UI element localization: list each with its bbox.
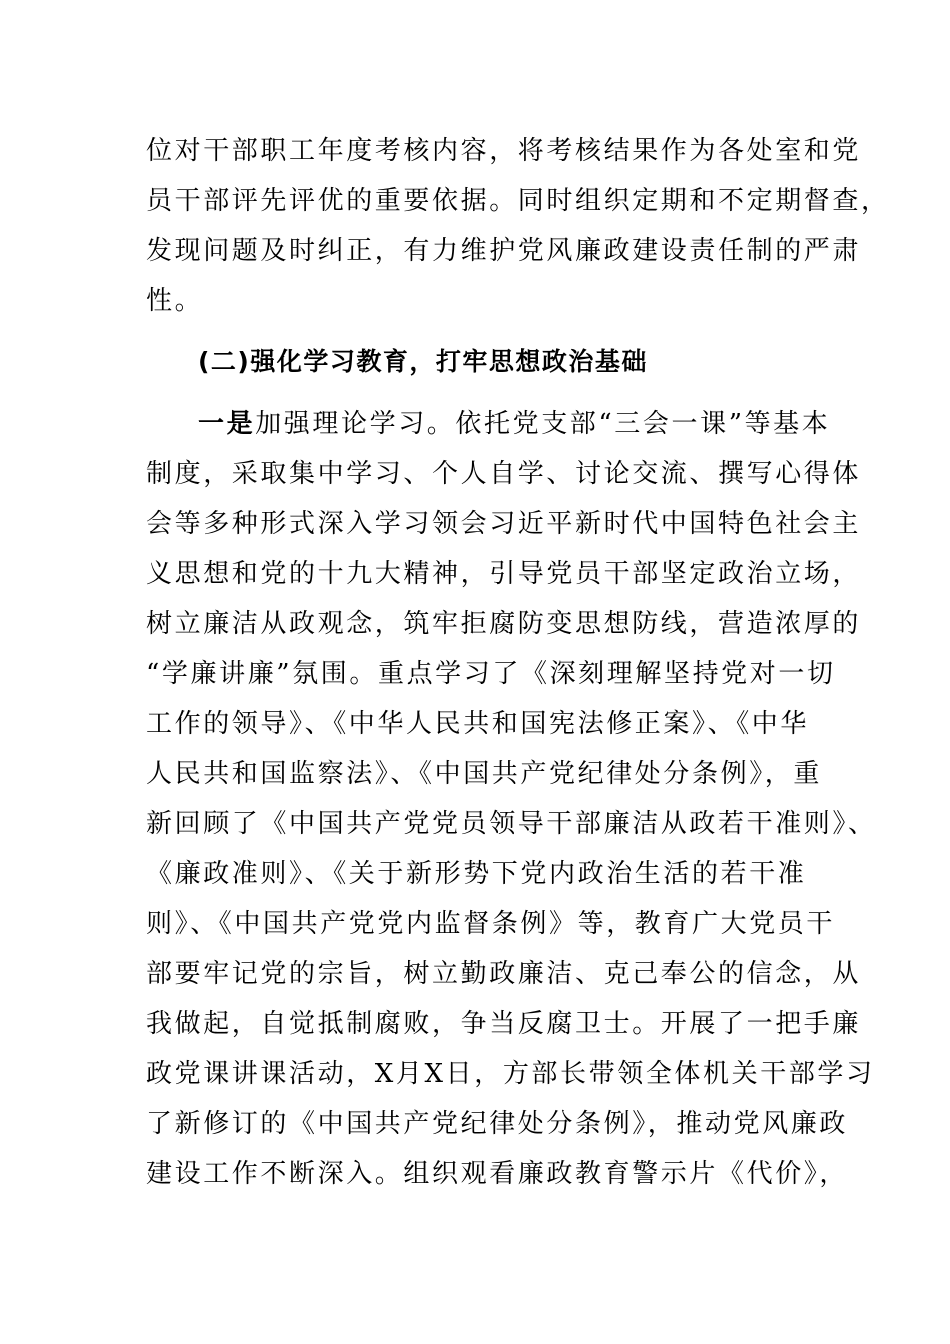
paragraph-line: “学廉讲廉”氛围。重点学习了《深刻理解坚持党对一切 xyxy=(146,659,836,689)
paragraph-line: 《廉政准则》、《关于新形势下党内政治生活的若干准 xyxy=(146,859,807,889)
section-heading: (二)强化学习教育，打牢思想政治基础 xyxy=(198,347,648,376)
lead-phrase: 一是 xyxy=(198,409,256,439)
paragraph-line: 部要牢记党的宗旨，树立勤政廉洁、克己奉公的信念，从 xyxy=(146,959,862,989)
paragraph-first-line xyxy=(198,406,831,442)
paragraph-line: 建设工作不断深入。组织观看廉政教育警示片《代价》， xyxy=(146,1159,849,1189)
paragraph-line: 工作的领导》、《中华人民共和国宪法修正案》、《中华 xyxy=(146,709,810,739)
first-line-text: 加强理论学习。依托党支部“三会一课”等基本 xyxy=(255,409,831,439)
paragraph-line: 新回顾了《中国共产党党员领导干部廉洁从政若干准则》、 xyxy=(146,809,877,839)
paragraph-line: 会等多种形式深入学习领会习近平新时代中国特色社会主 xyxy=(146,509,862,539)
paragraph-line: 义思想和党的十九大精神，引导党员干部坚定政治立场， xyxy=(146,559,862,589)
paragraph-line: 发现问题及时纠正，有力维护党风廉政建设责任制的严肃 xyxy=(146,236,862,266)
paragraph-line: 性。 xyxy=(146,286,204,316)
paragraph-line: 人民共和国监察法》、《中国共产党纪律处分条例》，重 xyxy=(146,759,823,789)
paragraph-line: 员干部评先评优的重要依据。同时组织定期和不定期督查， xyxy=(146,186,890,216)
paragraph-line: 我做起，自觉抵制腐败，争当反腐卫士。开展了一把手廉 xyxy=(146,1009,862,1039)
paragraph-line: 则》、《中国共产党党内监督条例》等，教育广大党员干 xyxy=(146,909,836,939)
paragraph-line: 位对干部职工年度考核内容，将考核结果作为各处室和党 xyxy=(146,136,862,166)
paragraph-line: 树立廉洁从政观念，筑牢拒腐防变思想防线，营造浓厚的 xyxy=(146,609,862,639)
paragraph-line: 政党课讲课活动，X月X日，方部长带领全体机关干部学习 xyxy=(146,1059,875,1089)
paragraph-line: 了新修订的《中国共产党纪律处分条例》，推动党风廉政 xyxy=(146,1109,849,1139)
paragraph-line: 制度，采取集中学习、个人自学、讨论交流、撰写心得体 xyxy=(146,459,862,489)
